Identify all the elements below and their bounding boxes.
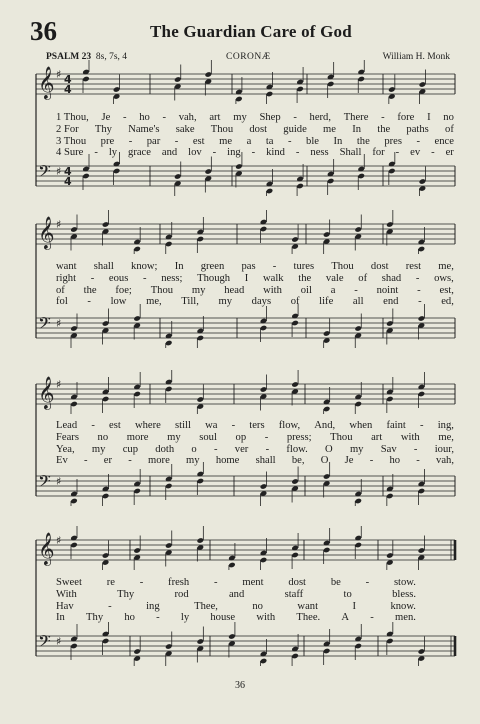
- lyric-syllable: no: [97, 431, 109, 443]
- lyric-syllable: -: [90, 272, 95, 284]
- lyric-syllable: -: [287, 135, 292, 147]
- lyric-syllable: noint: [376, 284, 399, 296]
- lyric-syllable: ence: [434, 135, 454, 147]
- lyric-syllable: 3 Thou: [56, 135, 87, 147]
- lyric-syllable: my: [91, 443, 106, 455]
- lyric-syllable: the: [356, 135, 370, 147]
- lyric-syllable: par: [146, 135, 161, 147]
- bass-staff: [0, 622, 480, 666]
- sharp-icon: ♯: [56, 534, 62, 547]
- sharp-icon: ♯: [56, 218, 62, 231]
- lyric-syllable: ly: [108, 147, 118, 159]
- lyric-syllable: sake: [175, 123, 195, 135]
- lyric-syllable: fresh: [168, 577, 190, 588]
- lyric-syllable: a: [246, 135, 252, 147]
- lyric-syllable: with: [400, 431, 420, 443]
- lyric-syllable: Shall: [339, 147, 362, 159]
- lyric-line: [56, 273, 454, 285]
- lyric-line: [56, 124, 454, 136]
- sharp-icon: ♯: [56, 317, 62, 330]
- lyric-syllable: vale: [325, 272, 344, 284]
- lyric-syllable: 1 Thou,: [56, 112, 89, 123]
- bass-clef-icon: 𝄢: [38, 471, 51, 495]
- lyric-syllable: With: [56, 588, 77, 600]
- lyric-syllable: ho: [139, 112, 150, 123]
- lyric-syllable: In: [352, 123, 362, 135]
- lyric-syllable: the: [298, 272, 312, 284]
- lyric-syllable: -: [416, 455, 420, 467]
- lyric-syllable: of: [56, 284, 65, 296]
- lyric-syllable: when: [349, 420, 373, 431]
- lyric-syllable: pre: [100, 135, 115, 147]
- lyric-syllable: with: [263, 284, 282, 296]
- lyric-syllable: ters: [249, 420, 265, 431]
- lyric-syllable: soul: [199, 431, 217, 443]
- lyric-syllable: ev: [410, 147, 421, 159]
- lyric-syllable: -: [128, 135, 133, 147]
- lyric-syllable: right: [56, 272, 77, 284]
- lyric-syllable: home: [215, 455, 240, 467]
- lyric-syllable: faint: [386, 420, 406, 431]
- lyric-line: [56, 261, 454, 273]
- lyric-syllable: -: [420, 420, 424, 431]
- sharp-icon: ♯: [56, 165, 62, 178]
- lyric-syllable: -: [295, 147, 300, 159]
- lyric-syllable: cup: [122, 443, 139, 455]
- lyric-syllable: grace: [128, 147, 151, 159]
- lyric-syllable: -: [413, 443, 418, 455]
- lyric-syllable: -: [84, 455, 88, 467]
- lyric-syllable: Thy: [117, 588, 135, 600]
- lyric-syllable: ta: [265, 135, 274, 147]
- lyric-syllable: green: [200, 261, 225, 272]
- lyric-line: [56, 444, 454, 456]
- lyric-syllable: men.: [395, 612, 416, 624]
- bass-staff: [0, 304, 480, 348]
- lyric-line: [56, 455, 454, 467]
- lyric-syllable: ing: [146, 600, 160, 612]
- lyric-syllable: ed,: [441, 296, 454, 308]
- lyric-syllable: -: [231, 420, 236, 431]
- lyric-syllable: Sweet: [56, 577, 82, 588]
- lyric-syllable: -: [143, 272, 147, 284]
- lyric-syllable: my: [349, 443, 364, 455]
- lyric-syllable: walk: [263, 272, 284, 284]
- lyric-syllable: Thee.: [296, 612, 321, 624]
- lyric-syllable: Though: [197, 272, 231, 284]
- lyric-syllable: -: [251, 147, 256, 159]
- lyric-syllable: rest: [405, 261, 422, 272]
- lyric-syllable: fol: [56, 296, 68, 308]
- lyric-syllable: -: [415, 272, 420, 284]
- lyric-syllable: ble: [306, 135, 319, 147]
- hymn-title: The Guardian Care of God: [150, 22, 352, 41]
- lyric-syllable: where: [134, 420, 161, 431]
- system-bracket: [35, 384, 43, 498]
- lyric-syllable: er: [445, 147, 454, 159]
- lyric-line: [56, 577, 416, 589]
- lyric-line: [56, 420, 454, 432]
- lyric-syllable: ver: [234, 443, 249, 455]
- lyric-syllable: Shep: [259, 112, 281, 123]
- psalm-label: PSALM 23: [46, 52, 92, 62]
- lyric-syllable: ment: [242, 577, 264, 588]
- lyric-syllable: There: [343, 112, 369, 123]
- lyric-syllable: Lead: [56, 420, 78, 431]
- lyric-syllable: Till,: [181, 296, 199, 308]
- lyric-syllable: tures: [293, 261, 315, 272]
- lyric-syllable: press;: [286, 431, 312, 443]
- lyrics-block: [56, 420, 454, 467]
- lyric-syllable: more: [148, 455, 170, 467]
- treble-staff: [0, 60, 480, 104]
- page-number: 36: [235, 680, 245, 691]
- lyric-syllable: stow.: [393, 577, 416, 588]
- lyric-syllable: ness;: [161, 272, 183, 284]
- meter: 8s, 7s, 4: [95, 52, 128, 62]
- system-bracket: [35, 540, 43, 658]
- lyric-syllable: -: [162, 112, 166, 123]
- lyrics-block: [56, 261, 454, 308]
- treble-staff: [0, 370, 480, 414]
- lyric-syllable: -: [87, 296, 91, 308]
- lyric-syllable: my: [218, 296, 233, 308]
- lyric-line: [56, 147, 454, 159]
- system-bracket: [35, 224, 43, 340]
- lyric-syllable: Thou: [330, 431, 353, 443]
- treble-clef-icon: 𝄞: [38, 66, 55, 99]
- lyric-syllable: dost: [370, 261, 389, 272]
- sharp-icon: ♯: [56, 378, 62, 391]
- lyric-syllable: -: [416, 135, 421, 147]
- bass-clef-icon: 𝄢: [38, 161, 51, 185]
- lyric-line: [56, 589, 416, 601]
- lyric-syllable: eous: [108, 272, 129, 284]
- lyric-syllable: And,: [314, 420, 336, 431]
- lyric-syllable: me,: [146, 296, 162, 308]
- lyric-syllable: ho: [389, 455, 401, 467]
- lyric-syllable: be: [330, 577, 341, 588]
- lyric-syllable: op: [235, 431, 247, 443]
- treble-clef-icon: 𝄞: [38, 532, 55, 565]
- lyric-syllable: -: [94, 147, 98, 159]
- lyric-syllable: ho: [124, 612, 135, 624]
- lyric-syllable: -: [365, 577, 370, 588]
- lyric-syllable: of: [445, 123, 454, 135]
- time-signature: 4: [64, 83, 72, 96]
- lyric-syllable: head: [224, 284, 245, 296]
- lyric-syllable: guide: [283, 123, 307, 135]
- lyric-syllable: and: [228, 588, 245, 600]
- lyric-syllable: art: [209, 112, 221, 123]
- lyric-syllable: flow,: [278, 420, 301, 431]
- lyric-syllable: -: [418, 296, 422, 308]
- lyric-syllable: In: [333, 135, 343, 147]
- lyric-syllable: Thee,: [194, 600, 218, 612]
- lyric-syllable: -: [264, 431, 269, 443]
- lyric-syllable: dost: [288, 577, 307, 588]
- lyric-syllable: pas: [241, 261, 256, 272]
- lyric-syllable: my: [167, 431, 181, 443]
- lyric-syllable: -: [354, 284, 358, 296]
- time-signature: 4: [64, 73, 72, 86]
- bass-clef-icon: 𝄢: [38, 313, 51, 337]
- lyric-syllable: low: [110, 296, 127, 308]
- lyric-syllable: know.: [390, 600, 416, 612]
- lyric-syllable: Thou: [210, 123, 234, 135]
- lyric-syllable: A: [341, 612, 350, 624]
- lyric-syllable: Thy: [94, 123, 112, 135]
- lyric-syllable: and: [161, 147, 178, 159]
- lyric-syllable: Thou: [331, 261, 354, 272]
- lyric-syllable: o: [191, 443, 197, 455]
- lyric-syllable: In: [56, 612, 65, 624]
- lyric-syllable: 4 Sure: [56, 147, 84, 159]
- lyric-syllable: shad: [381, 272, 402, 284]
- sharp-icon: ♯: [56, 68, 62, 81]
- lyric-syllable: be,: [291, 455, 305, 467]
- lyric-syllable: -: [381, 112, 385, 123]
- hymn-number: 36: [30, 16, 57, 46]
- lyric-syllable: I: [244, 272, 249, 284]
- lyric-syllable: -: [431, 147, 435, 159]
- lyric-syllable: In: [174, 261, 184, 272]
- lyric-syllable: wa: [205, 420, 218, 431]
- lyric-syllable: iour,: [434, 443, 454, 455]
- lyric-syllable: Yea,: [56, 443, 75, 455]
- lyric-syllable: -: [122, 112, 127, 123]
- lyric-syllable: re: [106, 577, 115, 588]
- lyrics-block: [56, 577, 454, 624]
- lyric-syllable: me,: [438, 261, 454, 272]
- lyric-syllable: end: [383, 296, 399, 308]
- lyric-syllable: pres: [384, 135, 402, 147]
- lyric-syllable: -: [369, 455, 374, 467]
- lyric-syllable: the: [377, 123, 391, 135]
- lyric-syllable: fore: [397, 112, 415, 123]
- lyric-syllable: doth: [155, 443, 175, 455]
- lyric-syllable: flow.: [286, 443, 308, 455]
- sharp-icon: ♯: [56, 635, 62, 648]
- lyric-syllable: days: [251, 296, 272, 308]
- lyric-syllable: with: [256, 612, 276, 624]
- lyric-syllable: to: [343, 588, 352, 600]
- lyric-syllable: the: [83, 284, 97, 296]
- lyric-syllable: lov: [188, 147, 202, 159]
- lyric-syllable: no: [443, 112, 454, 123]
- system-bracket: [35, 74, 43, 188]
- lyric-syllable: est: [109, 420, 121, 431]
- lyric-syllable: art: [371, 431, 383, 443]
- lyric-syllable: I: [352, 600, 356, 612]
- lyric-syllable: -: [370, 612, 374, 624]
- lyric-syllable: est,: [439, 284, 454, 296]
- lyric-syllable: me,: [438, 431, 454, 443]
- lyric-syllable: my: [186, 455, 200, 467]
- lyric-syllable: -: [213, 443, 218, 455]
- lyric-syllable: Hav: [56, 600, 74, 612]
- lyric-syllable: my: [233, 112, 247, 123]
- lyric-syllable: dost: [249, 123, 268, 135]
- lyric-syllable: staff: [284, 588, 304, 600]
- lyric-line: [56, 296, 454, 308]
- lyric-syllable: ness: [310, 147, 329, 159]
- treble-staff: [0, 526, 480, 570]
- lyric-syllable: -: [395, 147, 400, 159]
- lyric-syllable: Thou: [150, 284, 174, 296]
- lyric-syllable: house: [210, 612, 236, 624]
- bass-staff: [0, 462, 480, 506]
- lyric-syllable: -: [417, 284, 421, 296]
- lyrics-block: [56, 112, 454, 159]
- lyric-line: [56, 285, 454, 297]
- lyric-syllable: of: [358, 272, 368, 284]
- lyric-syllable: Thy: [86, 612, 104, 624]
- lyric-syllable: want: [56, 261, 77, 272]
- lyric-syllable: no: [252, 600, 263, 612]
- lyric-syllable: -: [293, 112, 297, 123]
- sharp-icon: ♯: [56, 475, 62, 488]
- lyric-syllable: er: [103, 455, 113, 467]
- lyric-syllable: O: [320, 455, 329, 467]
- lyric-syllable: for: [372, 147, 385, 159]
- lyric-syllable: Sav: [380, 443, 397, 455]
- lyric-syllable: -: [139, 577, 144, 588]
- time-signature: 4: [64, 165, 72, 178]
- lyric-syllable: -: [128, 455, 132, 467]
- lyric-syllable: est: [192, 135, 205, 147]
- lyric-syllable: -: [214, 577, 218, 588]
- lyric-syllable: life: [319, 296, 334, 308]
- lyric-syllable: -: [212, 147, 217, 159]
- lyric-syllable: bless.: [392, 588, 416, 600]
- tune-name: CORONÆ: [226, 52, 271, 62]
- lyric-line: [56, 601, 416, 613]
- lyric-syllable: shall: [255, 455, 276, 467]
- lyric-syllable: rod: [174, 588, 189, 600]
- lyric-syllable: ly: [180, 612, 190, 624]
- lyric-syllable: ing: [227, 147, 241, 159]
- lyric-syllable: Fears: [56, 431, 79, 443]
- lyric-syllable: -: [272, 261, 277, 272]
- lyric-syllable: know;: [131, 261, 158, 272]
- lyric-syllable: vah,: [436, 455, 454, 467]
- lyric-line: [56, 612, 416, 624]
- lyric-line: [56, 432, 454, 444]
- lyric-syllable: -: [265, 443, 270, 455]
- treble-clef-icon: 𝄞: [38, 216, 55, 249]
- lyric-syllable: my: [191, 284, 206, 296]
- lyric-syllable: herd,: [309, 112, 332, 123]
- lyric-syllable: kind: [266, 147, 285, 159]
- lyric-syllable: foe;: [115, 284, 132, 296]
- lyric-syllable: O: [325, 443, 333, 455]
- lyric-syllable: ows,: [434, 272, 454, 284]
- lyric-syllable: paths: [406, 123, 429, 135]
- lyric-line: [56, 136, 454, 148]
- lyric-syllable: Name's: [128, 123, 160, 135]
- composer: William H. Monk: [382, 52, 450, 62]
- treble-staff: [0, 210, 480, 254]
- bass-clef-icon: 𝄢: [38, 631, 51, 655]
- lyric-syllable: still: [175, 420, 191, 431]
- lyric-syllable: oil: [300, 284, 312, 296]
- lyric-syllable: 2 For: [56, 123, 79, 135]
- lyric-syllable: -: [156, 612, 160, 624]
- lyric-syllable: more: [126, 431, 149, 443]
- lyric-syllable: ing,: [437, 420, 454, 431]
- lyric-syllable: shall: [93, 261, 114, 272]
- lyric-syllable: Ev: [56, 455, 68, 467]
- lyric-syllable: of: [290, 296, 300, 308]
- lyric-syllable: Je: [344, 455, 354, 467]
- lyric-syllable: all: [352, 296, 364, 308]
- time-signature: 4: [64, 175, 72, 188]
- lyric-syllable: I: [427, 112, 431, 123]
- lyric-syllable: me: [323, 123, 336, 135]
- lyric-syllable: Je: [101, 112, 111, 123]
- lyric-syllable: vah,: [178, 112, 197, 123]
- lyric-syllable: want: [297, 600, 319, 612]
- lyric-syllable: -: [174, 135, 179, 147]
- lyric-syllable: -: [91, 420, 95, 431]
- lyric-syllable: a: [330, 284, 336, 296]
- lyric-syllable: me: [219, 135, 233, 147]
- lyric-syllable: -: [108, 600, 112, 612]
- lyric-line: [56, 112, 454, 124]
- treble-clef-icon: 𝄞: [38, 376, 55, 409]
